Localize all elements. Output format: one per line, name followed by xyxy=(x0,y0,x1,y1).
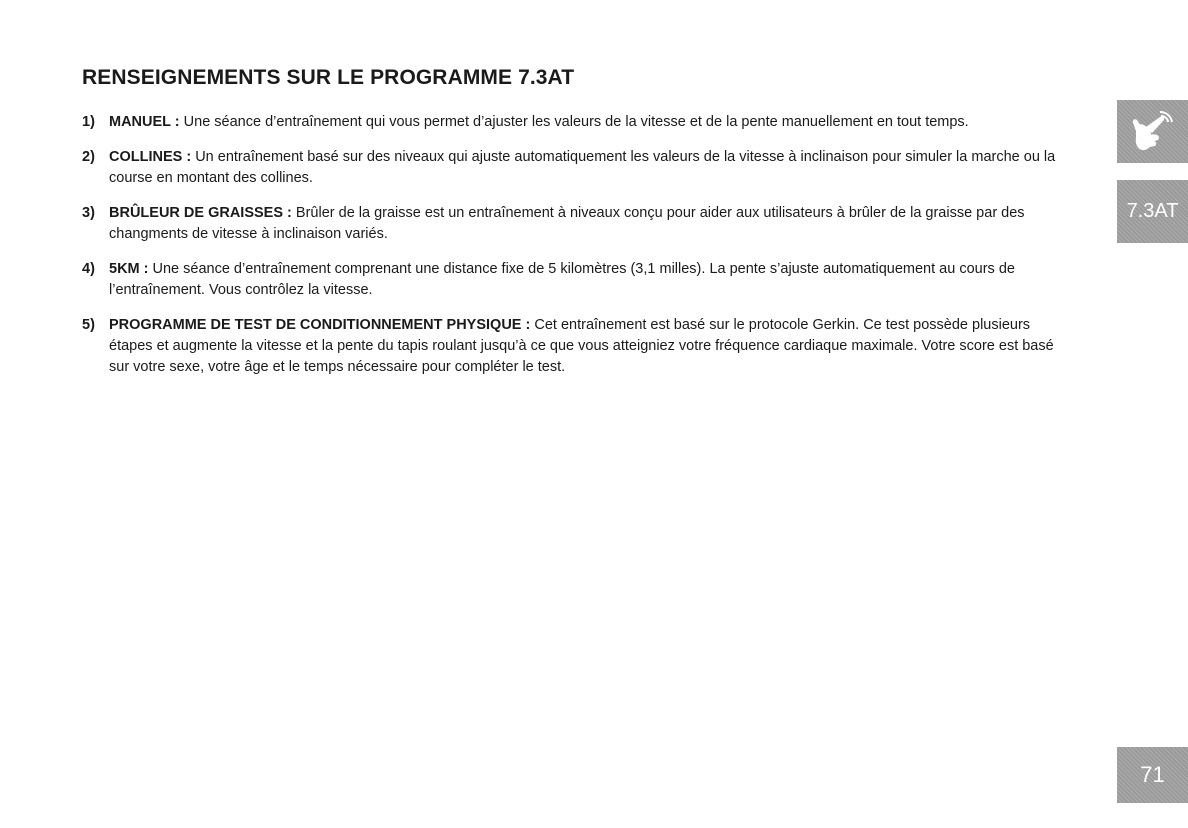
program-name: COLLINES : xyxy=(109,149,192,165)
item-number: 5) xyxy=(82,317,95,333)
program-name: BRÛLEUR DE GRAISSES : xyxy=(109,205,292,221)
program-description: Cet entraînement est basé sur le protocole Gerkin. Ce test possède plusieurs étapes et augmente la vitesse et la pente du tapis roulant jusqu’à ce que vous atteigniez votre fréquence cardiaque maximale. Votre score est basé sur votre sexe, votre âge et le temps nécessaire pour compléter le test. xyxy=(109,317,1054,375)
program-description: Brûler de la graisse est un entraînement à niveaux conçu pour aider aux utilisateurs à brûler de la graisse par des changments de vitesse à inclinaison variés. xyxy=(109,205,1025,242)
program-name: 5KM : xyxy=(109,261,149,277)
program-list xyxy=(82,112,1072,392)
item-number: 1) xyxy=(82,114,95,130)
program-description: Un entraînement basé sur des niveaux qui ajuste automatiquement les valeurs de la vitesse à inclinaison pour simuler la marche ou la course en montant des collines. xyxy=(109,149,1056,186)
item-number: 3) xyxy=(82,205,95,221)
side-tab-model: 7.3AT xyxy=(1117,180,1188,243)
program-item-fitness-test xyxy=(82,315,1072,378)
side-tab-icon xyxy=(1117,100,1188,163)
item-number: 4) xyxy=(82,261,95,277)
program-name: PROGRAMME DE TEST DE CONDITIONNEMENT PHYSIQUE : xyxy=(109,317,531,333)
program-item-collines xyxy=(82,147,1072,189)
program-description: Une séance d’entraînement comprenant une distance fixe de 5 kilomètres (3,1 milles). La pente s’ajuste automatiquement au cours de l’entraînement. Vous contrôlez la vitesse. xyxy=(109,261,1015,298)
program-item-manuel xyxy=(82,112,1072,133)
program-description: Une séance d’entraînement qui vous permet d’ajuster les valeurs de la vitesse et de la pente manuellement en tout temps. xyxy=(179,114,969,130)
page-title: RENSEIGNEMENTS SUR LE PROGRAMME 7.3AT xyxy=(82,66,575,89)
program-name: MANUEL : xyxy=(109,114,180,130)
hand-pointer-icon xyxy=(1130,109,1176,155)
item-number: 2) xyxy=(82,149,95,165)
program-item-bruleur xyxy=(82,203,1072,245)
page-number: 71 xyxy=(1117,747,1188,803)
program-item-5km xyxy=(82,259,1072,301)
